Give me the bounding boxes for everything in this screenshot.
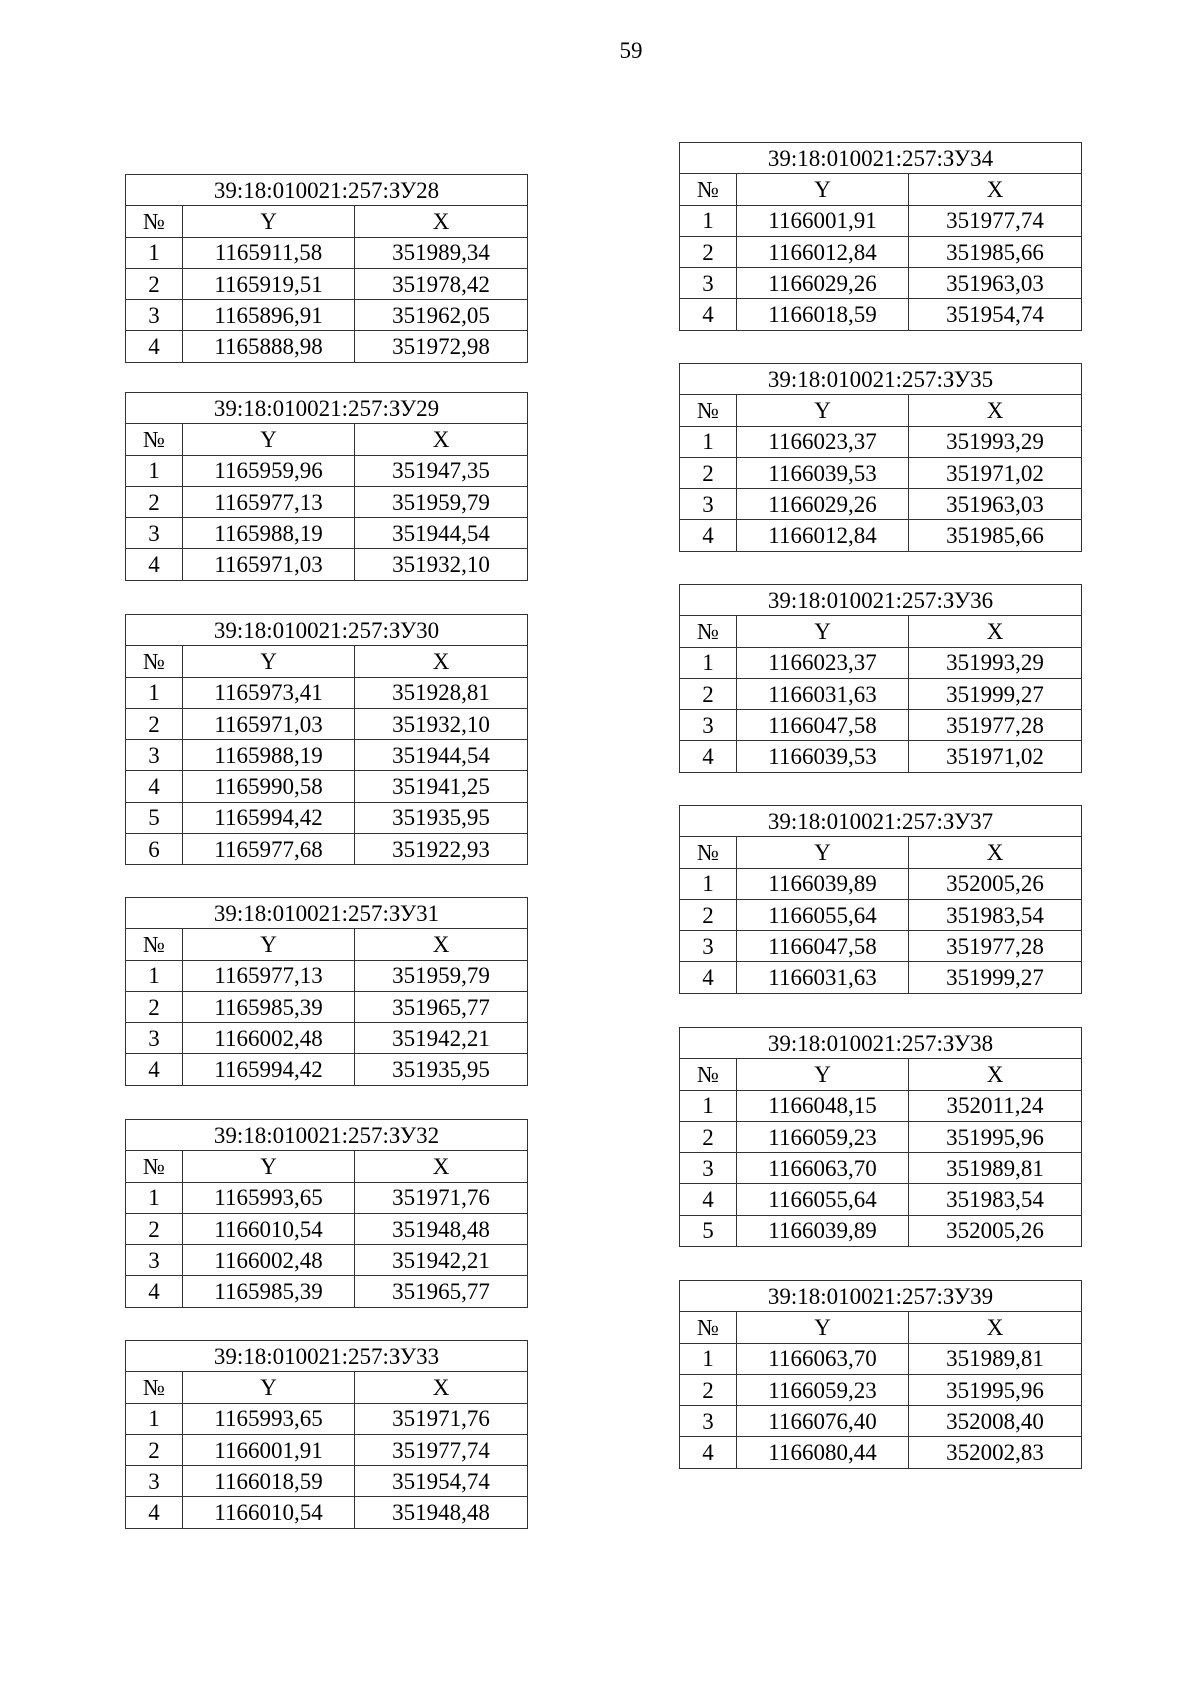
table-title: 39:18:010021:257:ЗУ32 xyxy=(126,1120,528,1151)
y-coordinate: 1166001,91 xyxy=(183,1434,355,1465)
table-title: 39:18:010021:257:ЗУ36 xyxy=(680,585,1082,616)
column-header-number: № xyxy=(126,1151,183,1182)
x-coordinate: 351983,54 xyxy=(909,1184,1082,1215)
table-row xyxy=(680,741,1082,772)
point-number: 2 xyxy=(680,457,737,488)
y-coordinate: 1166039,89 xyxy=(737,868,909,899)
column-header-y: Y xyxy=(737,616,909,647)
table-title: 39:18:010021:257:ЗУ37 xyxy=(680,806,1082,837)
column-header-x: X xyxy=(355,929,528,960)
point-number: 2 xyxy=(126,1434,183,1465)
x-coordinate: 351989,34 xyxy=(355,237,528,268)
coordinates-table xyxy=(125,897,528,1086)
point-number: 3 xyxy=(126,1023,183,1054)
page-number: 59 xyxy=(619,38,643,63)
point-number: 3 xyxy=(126,1466,183,1497)
column-header-x: X xyxy=(909,616,1082,647)
y-coordinate: 1166047,58 xyxy=(737,931,909,962)
table-row xyxy=(680,1406,1082,1437)
y-coordinate: 1165988,19 xyxy=(183,740,355,771)
table-row xyxy=(680,1153,1082,1184)
table-row xyxy=(126,1276,528,1307)
x-coordinate: 351932,10 xyxy=(355,549,528,580)
x-coordinate: 352002,83 xyxy=(909,1437,1082,1468)
column-header-y: Y xyxy=(183,646,355,677)
column-header-number: № xyxy=(126,206,183,237)
table-row xyxy=(680,1215,1082,1246)
point-number: 2 xyxy=(680,678,737,709)
table-title: 39:18:010021:257:ЗУ28 xyxy=(126,175,528,206)
column-header-x: X xyxy=(909,1312,1082,1343)
column-header-number: № xyxy=(680,1312,737,1343)
x-coordinate: 351962,05 xyxy=(355,300,528,331)
point-number: 3 xyxy=(126,1245,183,1276)
table-title-row xyxy=(126,1120,528,1151)
point-number: 3 xyxy=(680,489,737,520)
y-coordinate: 1165911,58 xyxy=(183,237,355,268)
point-number: 4 xyxy=(126,331,183,362)
column-header-number: № xyxy=(126,646,183,677)
y-coordinate: 1166010,54 xyxy=(183,1497,355,1528)
x-coordinate: 351977,28 xyxy=(909,931,1082,962)
point-number: 4 xyxy=(126,549,183,580)
column-header-y: Y xyxy=(737,1059,909,1090)
x-coordinate: 351932,10 xyxy=(355,708,528,739)
table-header-row xyxy=(680,174,1082,205)
x-coordinate: 351993,29 xyxy=(909,647,1082,678)
point-number: 4 xyxy=(126,1276,183,1307)
table-row xyxy=(126,455,528,486)
table-title-row xyxy=(126,175,528,206)
table-row xyxy=(126,960,528,991)
point-number: 3 xyxy=(680,268,737,299)
table-header-row xyxy=(680,395,1082,426)
coordinates-table xyxy=(679,805,1082,994)
y-coordinate: 1165959,96 xyxy=(183,455,355,486)
x-coordinate: 352005,26 xyxy=(909,1215,1082,1246)
table-header-row xyxy=(126,929,528,960)
x-coordinate: 351999,27 xyxy=(909,962,1082,993)
y-coordinate: 1166047,58 xyxy=(737,710,909,741)
point-number: 4 xyxy=(680,1437,737,1468)
point-number: 2 xyxy=(126,268,183,299)
y-coordinate: 1166059,23 xyxy=(737,1121,909,1152)
table-title: 39:18:010021:257:ЗУ35 xyxy=(680,364,1082,395)
x-coordinate: 351941,25 xyxy=(355,771,528,802)
column-header-number: № xyxy=(680,395,737,426)
point-number: 1 xyxy=(126,1403,183,1434)
table-row xyxy=(680,1343,1082,1374)
table-header-row xyxy=(126,424,528,455)
y-coordinate: 1166031,63 xyxy=(737,962,909,993)
y-coordinate: 1165919,51 xyxy=(183,268,355,299)
table-row xyxy=(680,299,1082,330)
table-row xyxy=(126,1054,528,1085)
y-coordinate: 1166029,26 xyxy=(737,489,909,520)
point-number: 2 xyxy=(126,991,183,1022)
table-header-row xyxy=(126,206,528,237)
point-number: 4 xyxy=(680,962,737,993)
coordinates-table xyxy=(125,392,528,581)
x-coordinate: 351978,42 xyxy=(355,268,528,299)
point-number: 3 xyxy=(680,710,737,741)
y-coordinate: 1165988,19 xyxy=(183,518,355,549)
table-header-row xyxy=(126,1151,528,1182)
y-coordinate: 1166055,64 xyxy=(737,899,909,930)
y-coordinate: 1166023,37 xyxy=(737,426,909,457)
table-row xyxy=(126,1023,528,1054)
y-coordinate: 1166031,63 xyxy=(737,678,909,709)
table-row xyxy=(126,1182,528,1213)
table-row xyxy=(680,678,1082,709)
table-row xyxy=(126,834,528,865)
x-coordinate: 351944,54 xyxy=(355,518,528,549)
table-row xyxy=(126,991,528,1022)
x-coordinate: 351963,03 xyxy=(909,489,1082,520)
x-coordinate: 351954,74 xyxy=(355,1466,528,1497)
table-row xyxy=(680,899,1082,930)
coordinates-table xyxy=(125,1119,528,1308)
table-title-row xyxy=(680,1028,1082,1059)
point-number: 1 xyxy=(680,868,737,899)
x-coordinate: 351963,03 xyxy=(909,268,1082,299)
table-row xyxy=(680,520,1082,551)
column-header-y: Y xyxy=(183,206,355,237)
y-coordinate: 1166039,53 xyxy=(737,741,909,772)
y-coordinate: 1166018,59 xyxy=(737,299,909,330)
table-header-row xyxy=(126,1372,528,1403)
point-number: 2 xyxy=(126,708,183,739)
x-coordinate: 351995,96 xyxy=(909,1121,1082,1152)
coordinates-table xyxy=(679,1280,1082,1469)
x-coordinate: 351999,27 xyxy=(909,678,1082,709)
y-coordinate: 1166039,53 xyxy=(737,457,909,488)
point-number: 1 xyxy=(126,237,183,268)
y-coordinate: 1165985,39 xyxy=(183,991,355,1022)
point-number: 6 xyxy=(126,834,183,865)
x-coordinate: 351985,66 xyxy=(909,236,1082,267)
y-coordinate: 1166076,40 xyxy=(737,1406,909,1437)
x-coordinate: 351942,21 xyxy=(355,1245,528,1276)
table-title: 39:18:010021:257:ЗУ30 xyxy=(126,615,528,646)
y-coordinate: 1165971,03 xyxy=(183,708,355,739)
table-row xyxy=(680,205,1082,236)
y-coordinate: 1165993,65 xyxy=(183,1403,355,1434)
y-coordinate: 1166048,15 xyxy=(737,1090,909,1121)
x-coordinate: 351947,35 xyxy=(355,455,528,486)
table-row xyxy=(126,268,528,299)
y-coordinate: 1165896,91 xyxy=(183,300,355,331)
table-row xyxy=(126,1213,528,1244)
y-coordinate: 1166023,37 xyxy=(737,647,909,678)
table-row xyxy=(126,518,528,549)
table-row xyxy=(680,1090,1082,1121)
column-header-x: X xyxy=(909,1059,1082,1090)
x-coordinate: 351977,74 xyxy=(355,1434,528,1465)
x-coordinate: 351989,81 xyxy=(909,1343,1082,1374)
table-row xyxy=(126,549,528,580)
point-number: 3 xyxy=(126,518,183,549)
table-title-row xyxy=(680,1281,1082,1312)
point-number: 2 xyxy=(680,236,737,267)
point-number: 1 xyxy=(126,960,183,991)
coordinates-table xyxy=(679,584,1082,773)
y-coordinate: 1166002,48 xyxy=(183,1245,355,1276)
point-number: 5 xyxy=(680,1215,737,1246)
y-coordinate: 1166012,84 xyxy=(737,236,909,267)
y-coordinate: 1166002,48 xyxy=(183,1023,355,1054)
table-row xyxy=(680,931,1082,962)
point-number: 2 xyxy=(126,1213,183,1244)
table-row xyxy=(680,1184,1082,1215)
point-number: 1 xyxy=(680,1090,737,1121)
table-header-row xyxy=(126,646,528,677)
x-coordinate: 352008,40 xyxy=(909,1406,1082,1437)
column-header-y: Y xyxy=(737,174,909,205)
coordinates-table xyxy=(125,174,528,363)
column-header-x: X xyxy=(355,646,528,677)
table-row xyxy=(680,457,1082,488)
table-row xyxy=(126,1245,528,1276)
table-header-row xyxy=(680,1059,1082,1090)
table-row xyxy=(680,1121,1082,1152)
x-coordinate: 351993,29 xyxy=(909,426,1082,457)
table-row xyxy=(126,1434,528,1465)
table-title: 39:18:010021:257:ЗУ38 xyxy=(680,1028,1082,1059)
point-number: 1 xyxy=(126,677,183,708)
table-title: 39:18:010021:257:ЗУ31 xyxy=(126,898,528,929)
column-header-x: X xyxy=(355,424,528,455)
y-coordinate: 1165990,58 xyxy=(183,771,355,802)
table-row xyxy=(126,740,528,771)
x-coordinate: 351971,76 xyxy=(355,1403,528,1434)
coordinates-table xyxy=(125,1340,528,1529)
column-header-number: № xyxy=(126,424,183,455)
table-title-row xyxy=(680,585,1082,616)
y-coordinate: 1165977,68 xyxy=(183,834,355,865)
column-header-number: № xyxy=(126,1372,183,1403)
column-header-x: X xyxy=(355,206,528,237)
table-row xyxy=(126,300,528,331)
point-number: 4 xyxy=(126,771,183,802)
column-header-y: Y xyxy=(183,424,355,455)
column-header-x: X xyxy=(355,1372,528,1403)
column-header-number: № xyxy=(680,616,737,647)
x-coordinate: 351989,81 xyxy=(909,1153,1082,1184)
table-title: 39:18:010021:257:ЗУ34 xyxy=(680,143,1082,174)
table-header-row xyxy=(680,837,1082,868)
column-header-x: X xyxy=(909,837,1082,868)
point-number: 2 xyxy=(680,1121,737,1152)
x-coordinate: 351959,79 xyxy=(355,960,528,991)
x-coordinate: 351922,93 xyxy=(355,834,528,865)
column-header-number: № xyxy=(680,174,737,205)
y-coordinate: 1165993,65 xyxy=(183,1182,355,1213)
table-row xyxy=(680,489,1082,520)
table-title-row xyxy=(680,143,1082,174)
table-title: 39:18:010021:257:ЗУ29 xyxy=(126,393,528,424)
point-number: 1 xyxy=(126,455,183,486)
column-header-number: № xyxy=(680,1059,737,1090)
x-coordinate: 351972,98 xyxy=(355,331,528,362)
table-row xyxy=(680,1437,1082,1468)
column-header-y: Y xyxy=(183,1151,355,1182)
y-coordinate: 1166059,23 xyxy=(737,1374,909,1405)
column-header-y: Y xyxy=(737,837,909,868)
column-header-y: Y xyxy=(183,929,355,960)
table-row xyxy=(680,647,1082,678)
x-coordinate: 351995,96 xyxy=(909,1374,1082,1405)
table-row xyxy=(126,771,528,802)
y-coordinate: 1166010,54 xyxy=(183,1213,355,1244)
x-coordinate: 351977,28 xyxy=(909,710,1082,741)
point-number: 1 xyxy=(680,426,737,457)
table-row xyxy=(126,1466,528,1497)
column-header-y: Y xyxy=(737,1312,909,1343)
y-coordinate: 1166018,59 xyxy=(183,1466,355,1497)
y-coordinate: 1166001,91 xyxy=(737,205,909,236)
point-number: 3 xyxy=(680,1153,737,1184)
y-coordinate: 1166012,84 xyxy=(737,520,909,551)
x-coordinate: 351971,76 xyxy=(355,1182,528,1213)
x-coordinate: 351985,66 xyxy=(909,520,1082,551)
point-number: 4 xyxy=(680,520,737,551)
y-coordinate: 1165994,42 xyxy=(183,802,355,833)
x-coordinate: 351948,48 xyxy=(355,1213,528,1244)
point-number: 3 xyxy=(680,1406,737,1437)
x-coordinate: 351959,79 xyxy=(355,486,528,517)
x-coordinate: 351928,81 xyxy=(355,677,528,708)
y-coordinate: 1165973,41 xyxy=(183,677,355,708)
point-number: 4 xyxy=(680,741,737,772)
column-header-x: X xyxy=(909,395,1082,426)
point-number: 3 xyxy=(126,300,183,331)
x-coordinate: 351971,02 xyxy=(909,741,1082,772)
y-coordinate: 1165985,39 xyxy=(183,1276,355,1307)
table-title: 39:18:010021:257:ЗУ33 xyxy=(126,1341,528,1372)
y-coordinate: 1165977,13 xyxy=(183,960,355,991)
column-header-x: X xyxy=(355,1151,528,1182)
point-number: 2 xyxy=(126,486,183,517)
table-row xyxy=(126,331,528,362)
table-title-row xyxy=(126,898,528,929)
point-number: 4 xyxy=(680,299,737,330)
table-row xyxy=(126,708,528,739)
x-coordinate: 352011,24 xyxy=(909,1090,1082,1121)
x-coordinate: 351944,54 xyxy=(355,740,528,771)
table-row xyxy=(680,426,1082,457)
table-row xyxy=(126,802,528,833)
table-row xyxy=(680,868,1082,899)
point-number: 1 xyxy=(680,647,737,678)
x-coordinate: 351935,95 xyxy=(355,802,528,833)
x-coordinate: 351965,77 xyxy=(355,991,528,1022)
table-row xyxy=(680,268,1082,299)
table-header-row xyxy=(680,1312,1082,1343)
y-coordinate: 1166039,89 xyxy=(737,1215,909,1246)
point-number: 1 xyxy=(680,1343,737,1374)
y-coordinate: 1165994,42 xyxy=(183,1054,355,1085)
y-coordinate: 1166063,70 xyxy=(737,1153,909,1184)
y-coordinate: 1165888,98 xyxy=(183,331,355,362)
table-row xyxy=(126,677,528,708)
x-coordinate: 351954,74 xyxy=(909,299,1082,330)
table-title-row xyxy=(680,806,1082,837)
point-number: 4 xyxy=(126,1497,183,1528)
table-row xyxy=(680,962,1082,993)
column-header-x: X xyxy=(909,174,1082,205)
x-coordinate: 351977,74 xyxy=(909,205,1082,236)
table-header-row xyxy=(680,616,1082,647)
x-coordinate: 351948,48 xyxy=(355,1497,528,1528)
table-row xyxy=(126,486,528,517)
x-coordinate: 351942,21 xyxy=(355,1023,528,1054)
point-number: 2 xyxy=(680,1374,737,1405)
coordinates-table xyxy=(679,142,1082,331)
coordinates-table xyxy=(679,1027,1082,1247)
point-number: 3 xyxy=(126,740,183,771)
table-title-row xyxy=(126,1341,528,1372)
column-header-number: № xyxy=(126,929,183,960)
table-row xyxy=(126,237,528,268)
y-coordinate: 1166063,70 xyxy=(737,1343,909,1374)
column-header-number: № xyxy=(680,837,737,868)
y-coordinate: 1166055,64 xyxy=(737,1184,909,1215)
point-number: 3 xyxy=(680,931,737,962)
column-header-y: Y xyxy=(737,395,909,426)
coordinates-table xyxy=(679,363,1082,552)
point-number: 1 xyxy=(126,1182,183,1213)
table-title-row xyxy=(126,615,528,646)
y-coordinate: 1166080,44 xyxy=(737,1437,909,1468)
table-title-row xyxy=(680,364,1082,395)
coordinates-table xyxy=(125,614,528,865)
table-row xyxy=(126,1497,528,1528)
table-title-row xyxy=(126,393,528,424)
table-title: 39:18:010021:257:ЗУ39 xyxy=(680,1281,1082,1312)
point-number: 5 xyxy=(126,802,183,833)
y-coordinate: 1166029,26 xyxy=(737,268,909,299)
x-coordinate: 352005,26 xyxy=(909,868,1082,899)
point-number: 2 xyxy=(680,899,737,930)
table-row xyxy=(680,710,1082,741)
y-coordinate: 1165977,13 xyxy=(183,486,355,517)
x-coordinate: 351935,95 xyxy=(355,1054,528,1085)
table-row xyxy=(680,1374,1082,1405)
x-coordinate: 351965,77 xyxy=(355,1276,528,1307)
x-coordinate: 351971,02 xyxy=(909,457,1082,488)
point-number: 4 xyxy=(680,1184,737,1215)
point-number: 4 xyxy=(126,1054,183,1085)
table-row xyxy=(126,1403,528,1434)
point-number: 1 xyxy=(680,205,737,236)
column-header-y: Y xyxy=(183,1372,355,1403)
y-coordinate: 1165971,03 xyxy=(183,549,355,580)
table-row xyxy=(680,236,1082,267)
x-coordinate: 351983,54 xyxy=(909,899,1082,930)
